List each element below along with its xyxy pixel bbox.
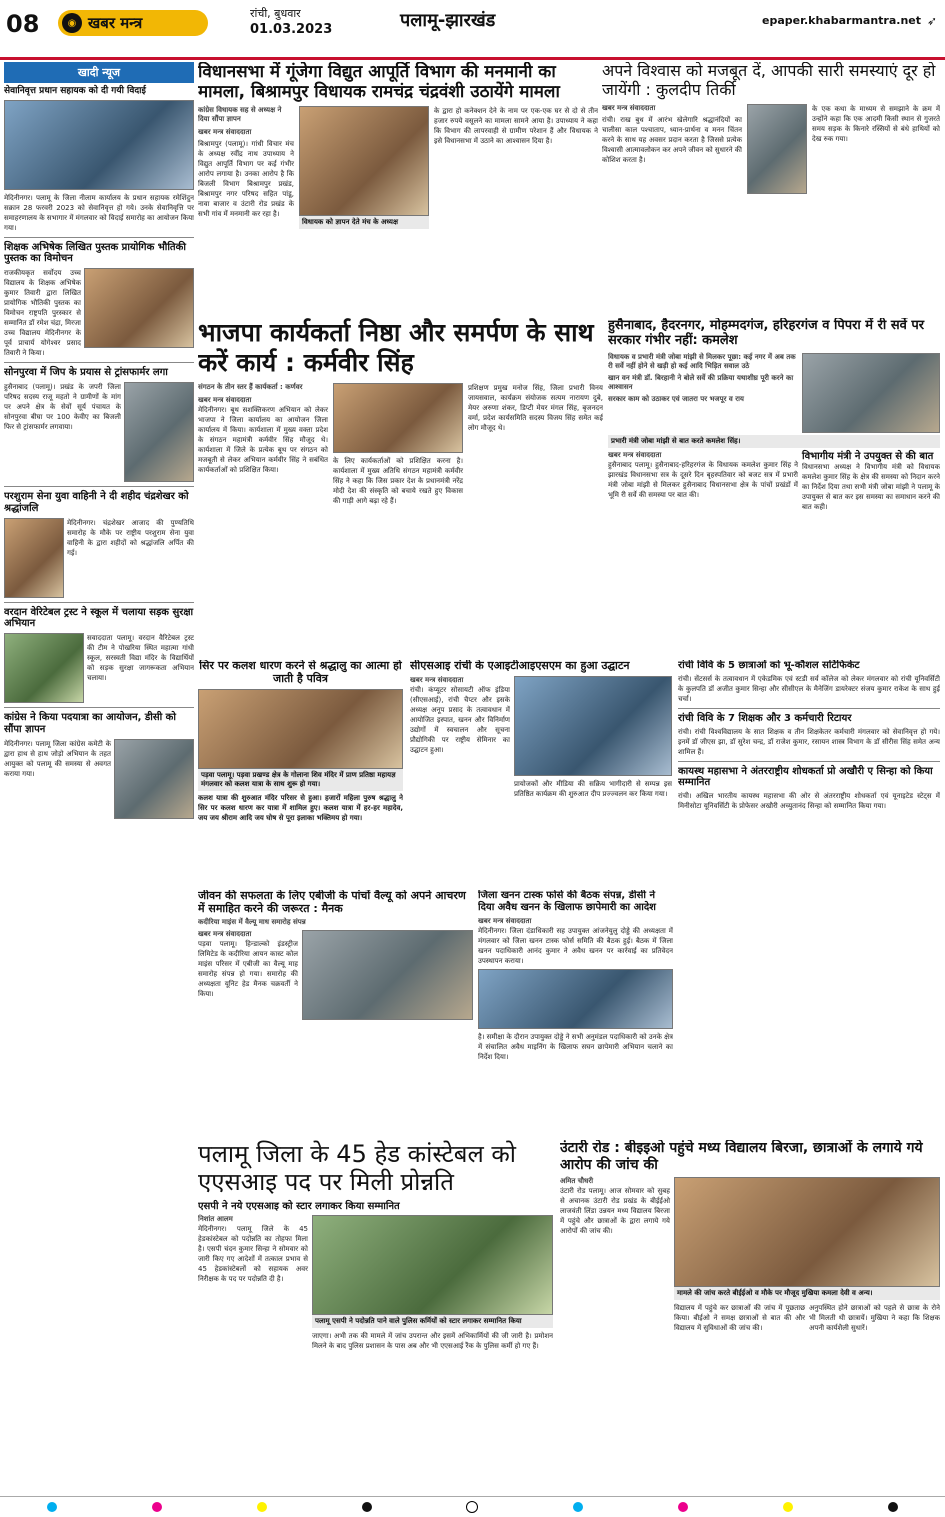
brief-6-body: मेदिनीनगर। पलामू जिला कांग्रेस कमेटी के द्वारा हाथ से हाथ जोड़ो अभियान के तहत आयुक्त को पलामू की समस्या से अवगत कराया गया। (4, 739, 111, 778)
constable-kicker: एसपी ने नये एएसआइ को स्टार लगाकर किया सम्मानित (198, 1200, 400, 1212)
cyan-print-mark-icon (573, 1502, 583, 1512)
kalash-caption: पड़वा पलामू। पड़वा प्रखण्ड क्षेत्र के गोलाना शिव मंदिर में प्राण प्रतिष्ठा महायज्ञ मंगलवार को कलश यात्रा के साथ शुरू हो गया। (198, 769, 403, 791)
karmveer-headline[interactable]: भाजपा कार्यकर्ता निष्ठा और समर्पण के साथ करें कार्य : कर्मवीर सिंह (198, 318, 594, 377)
untari-body: उंटारी रोड पलामू। आज सोमवार को सुबह से अचानक उंटारी रोड प्रखंड के बीईईओ लाजवंती लिंडा उन्नयन मध्य विद्यालय बिरजा में पहुंचे और छात्राओं के द्वारा लगाये गये आरोपों की जांच की। (560, 1187, 670, 1236)
retire-headline[interactable]: रांची विवि के 7 शिक्षक और 3 कर्मचारी रिटायर (678, 712, 852, 724)
brief-5-photo (4, 633, 84, 703)
hussainabad-sub-body: विधानसभा अध्यक्ष ने विभागीय मंत्री को विधायक कमलेश कुमार सिंह के क्षेत्र की समस्या को निदान करने का निर्देश दिया तथा सभी मंत्री जोबा मांझी ने पलामू के उपायुक्त से बात कर इस समस्या का समाधान करने की बात कही। (802, 463, 940, 512)
kalash-photo (198, 689, 403, 769)
brief-4-title[interactable]: परशुराम सेना युवा वाहिनी ने दी शहीद चंद्रशेखर को श्रद्धांजलि (4, 491, 189, 514)
karmveer-byline: खबर मन्त्र संवाददाता (198, 396, 252, 404)
hussainabad-body: हुसैनाबाद पलामू। हुसैनाबाद-हरिहरगंज के विधायक कमलेश कुमार सिंह ने झारखंड विधानसभा सत्र के दूसरे दिन बृहस्पतिवार को बजट सत्र में प्रभारी मंत्री जोबा मांझी से मिलकर हुसैनाबाद विधानसभा क्षेत्र के पांचों प्रखंडों में भूमि री सर्वे की समस्या पर बात की। (608, 460, 798, 499)
karmveer-story (198, 318, 603, 658)
kalash-headline[interactable]: सिर पर कलश धारण करने से श्रद्धालु का आत्मा हो जाती है पवित्र (199, 660, 402, 685)
constable-body: मेदिनीनगर। पलामू जिले के 45 हेडकांस्टेबल को पदोन्नति का तोहफा मिला है। एसपी चंदन कुमार सिन्हा ने सोमवार को जारी किए गए आदेशों में तत्काल प्रभाव से 45 हेडकांस्टेबलों को सहायक अवर निरीक्षक के पद पर पदोन्नति दी है। (198, 1225, 308, 1284)
retire-body: रांची। रांची विश्वविद्यालय के सात शिक्षक व तीन शिक्षकेतर कर्मचारी मंगलवार को सेवानिवृत्त हो गये। इनमें डॉ जीएस झा, डॉ सुरेश चन्द्र, डॉ राजेश कुमार, रसायन शास्त्र विभाग के डॉ सीरीस सिंह समेत अन्य शामिल हैं। (678, 727, 940, 756)
csi-photo (514, 676, 672, 776)
constable-photo-caption: पलामू एसपी ने पदोन्नति पाने वाले पुलिस कर्मियों को स्टार लगाकर सम्मानित किया (312, 1315, 553, 1328)
brief-5-title[interactable]: वरदान वेरिटेबल ट्रस्ट ने स्कूल में चलाया सड़क सुरक्षा अभियान (4, 606, 194, 630)
briefs-band: खादी न्यूज (4, 62, 194, 83)
kalash-story (198, 660, 403, 885)
magenta-print-mark-icon (152, 1502, 162, 1512)
csi-body: रांची। कंप्यूटर सोसायटी ऑफ इंडिया (सीएसआई), रांची चैप्टर और इसके अध्यक्ष अनूप प्रसाद के तत्वावधान में आयोजित इस्पात, खनन और विनिर्माण उद्योगों में स्वचालन और सूचना प्रौद्योगिकी पर राष्ट्रीय सेमिनार का उद्घाटन हुआ। (410, 685, 510, 754)
lead-photo (299, 106, 429, 216)
mining-body: मेदिनीनगर। जिला दंडाधिकारी सह उपायुक्त आंजनेयुलु दोड्डे की अध्यक्षता में मंगलवार को जिला खनन टास्क फोर्स समिति की बैठक हुई। बैठक में जिला खनन पदाधिकारी आनंद कुमार ने अवैध खनन पर कार्रवाई का प्रतिवेदन उपस्थापन कराया। (478, 926, 673, 965)
briefs-column (4, 62, 194, 1492)
untari-headline[interactable]: उंटारी रोड : बीइइओ पहुंचे मध्य विद्यालय बिरजा, छात्राओं के लगाये गये आरोप की जांच की (560, 1140, 923, 1173)
mining-story (478, 890, 673, 1130)
hussainabad-headline[interactable]: हुसैनाबाद, हैदरनगर, मोहम्मदगंज, हरिहरगंज व पिपरा में री सर्वे पर सरकार गंभीर नहीं: कमलेश (608, 318, 925, 349)
page-number: 08 (6, 10, 40, 38)
ranchi-univ-stories (678, 660, 940, 1120)
hussainabad-kicker-2: खान वन मंत्री डॉ. बिरहानी ने बोले सर्वे की प्रक्रिया यथाशीघ्र पूरी करने का आश्वासन (608, 373, 794, 391)
hussainabad-kicker-1: विधायक व प्रभारी मंत्री जोबा मांझी से मिलकर पूछा: कई नगर में अब तक री सर्वे नहीं होने से खड़ी हो कई आदि भिड़ित सवाल उठे (608, 352, 796, 370)
abg-story (198, 890, 473, 1130)
divider (4, 602, 194, 603)
untari-body-3: अनुपस्थित होने छात्राओं को पहले से छात्रा के रोने भी मिलती थी छात्रायें। मुखिया ने कहा कि शिक्षक अपनी कार्यशैली सुधारें। (809, 1304, 940, 1333)
side-body: रांची। राख बुध में आरंभ खेलेगारि श्रद्धानंदियों का चालीसा काल पश्चाताप, ध्यान-प्रार्थना व मनन चिंतन करने के साथ यह अवसर प्रदान करता है जिससे प्रत्येक विश्वासी आत्मावलोकन कर अपने जीवन को सुधारने की कोशिश करता है। (602, 115, 742, 164)
mining-photo (478, 969, 673, 1029)
mining-body-2: है। समीक्षा के दौरान उपायुक्त दोड्डे ने सभी अनुमंडल पदाधिकारी को उनके क्षेत्र में संचालित अवैध माइनिंग के खिलाफ सघन छापेमारी अभियान चलाने का निर्देश दिया। (478, 1032, 673, 1061)
karmveer-photo (333, 383, 463, 453)
untari-body-2: विद्यालय में पहुंचे कर छात्राओं की जांच में पूछताछ किया। बीईओ ने समक्ष छात्राओं से बात की और विद्यालय में सुविधाओं की जांच की। (674, 1304, 805, 1333)
cyan-print-mark-icon (47, 1502, 57, 1512)
brief-2-photo (84, 268, 194, 348)
brief-6-title[interactable]: कांग्रेस ने किया पदयात्रा का आयोजन, डीसी को सौंपा ज्ञापन (4, 712, 176, 735)
lead-headline[interactable]: विधानसभा में गूंजेगा विद्युत आपूर्ति विभाग की मनमानी का मामला, बिश्रामपुर विधायक रामचंद्र चंद्रवंशी उठायेंगे मामला (198, 62, 560, 103)
abg-photo (302, 930, 473, 1020)
brief-1-title[interactable]: सेवानिवृत्त प्रधान सहायक को दी गयी विदाई (4, 86, 146, 96)
brief-2-title[interactable]: शिक्षक अभिषेक लिखित पुस्तक प्रायोगिक भौतिकी पुस्तक का विमोचन (4, 241, 186, 265)
constable-photo (312, 1215, 553, 1315)
black-print-mark-icon (888, 1502, 898, 1512)
hussainabad-byline: खबर मन्त्र संवाददाता (608, 450, 662, 459)
lead-photo-caption: विधायक को ज्ञापन देते मंच के अध्यक्ष (299, 216, 429, 229)
section-title: पलामू-झारखंड (400, 10, 496, 31)
divider (678, 708, 940, 709)
side-body-2: के एक कथा के माध्यम से समझाने के क्रम में उन्होंने कहा कि एक आदमी किसी स्थान से गुजरते समय सड़क के किनारे रस्सियों से बंधे हाथियों को देख रुक गया। (812, 104, 940, 143)
cursor-icon: ➶ (926, 14, 937, 28)
karmveer-body: मेदिनीनगर। बूथ सशक्तिकरण अभियान को लेकर भाजपा ने जिला कार्यालय का आयोजन जिला कार्यालय में किया। कार्यशाला में मुख्य वक्ता प्रदेश के संगठन महामंत्री कर्मवीर सिंह मौजूद थे। कार्यशाला में जिले के प्रत्येक बूथ पर संगठन को मजबूती से लेकर अभियान कर्मवीर सिंह ने सबंधित कार्यकर्ताओं को प्रशिक्षित किया। (198, 406, 328, 474)
lead-kicker: कांग्रेस विधायक सह से अध्यक्ष ने दिया सौंपा ज्ञापन (198, 106, 282, 124)
mining-byline: खबर मन्त्र संवाददाता (478, 916, 532, 925)
divider (4, 237, 194, 238)
divider (4, 362, 194, 363)
magenta-print-mark-icon (678, 1502, 688, 1512)
yellow-print-mark-icon (783, 1502, 793, 1512)
untari-byline: अमित चौधरी (560, 1177, 594, 1186)
divider (4, 707, 194, 708)
brief-5-body: सवाददाता पलामू। वरदान वैरिटेबल ट्रस्ट की टीम ने पोखरिया स्थित महात्मा गांधी स्कूल, सरस्वती विद्या मंदिर के विद्यार्थियों को सड़क सुरक्षा जागरूकता अभियान चलाया। (87, 634, 194, 683)
side-portrait-photo (747, 104, 807, 194)
side-byline: खबर मन्त्र संवाददाता (602, 103, 656, 112)
constable-headline[interactable]: पलामू जिला के 45 हेड कांस्टेबल को एएसआइ पद पर मिली प्रोन्नति (198, 1140, 517, 1197)
untari-photo (674, 1177, 940, 1287)
karmveer-body-2: के लिए कार्यकर्ताओं को प्रशिक्षित करना है। कार्यशाला में मुख्य अतिथि संगठन महामंत्री कर्मवीर सिंह ने कहा कि जिस प्रकार देश के प्रधानमंत्री नरेंद्र मोदी देश की संस्कृति को बचाये रखते हुए विकास की गाड़ी आगे बढ़ा रहे हैं। (333, 457, 463, 505)
brief-1-photo (4, 100, 194, 190)
lead-body: बिश्रामपुर (पलामू)। गांधी विचार मंच के अध्यक्ष रवींद्र नाथ उपाध्याय ने विद्युत आपूर्ति विभाग पर कई गंभीर आरोप लगाया है। उनका आरोप है कि बिजली विभाग बिश्रामपुर प्रखंड, बिश्रामपुर नगर परिषद सहित पांडू, नावा बाजार व उंटारी रोड प्रखंड के सभी गांव में मनमानी कर रहा है। (198, 140, 294, 219)
untari-story (560, 1140, 940, 1492)
karmveer-body-3: प्रशिक्षण प्रमुख मनोज सिंह, जिला प्रभारी विनय जायसवाल, कार्यक्रम संयोजक सत्यम नारायण दुबे, मेयर अरुणा शंकर, डिप्टी मेयर मंगल सिंह, बृजनदन वर्मा, प्रदेश कार्यसमिति सदस्य विजय सिंह समेत कई लोग मौजूद थे। (468, 384, 603, 432)
brief-3-photo (124, 382, 194, 482)
lead-byline: खबर मन्त्र संवाददाता (198, 128, 252, 137)
dateline (250, 6, 332, 38)
side-headline[interactable]: अपने विश्वास को मजबूत दें, आपकी सारी समस्याएं दूर हो जायेंगी : कुलदीप तिर्की (602, 62, 936, 99)
divider (4, 486, 194, 487)
constable-byline: निशांत आलम (198, 1215, 233, 1224)
abg-headline[interactable]: जीवन की सफलता के लिए एबीजी के पांचों वैल्यू को अपने आचरण में समाहित करने की जरूरत : मैनक (198, 890, 466, 915)
hussainabad-photo (802, 353, 940, 433)
kayastha-body: रांची। अखिल भारतीय कायस्थ महासभा की ओर से अंतरराष्ट्रीय शोधकर्ता एवं यूनाइटेड स्टेट्स में मिनीसोटा यूनिवर्सिटी के प्रोफेसर अखौरी अच्युतानंद सिन्हा को सम्मानित किया गया। (678, 792, 940, 811)
kalash-body: कलश यात्रा की शुरुआत मंदिर परिसर से हुआ। हजारों महिला पुरुष श्रद्धालु ने सिर पर कलश धारण कर यात्रा में शामिल हुए। कलश यात्रा में हर-हर महादेव, जय जय श्रीराम आदि जय घोष से पूरा इलाका भक्तिमय हो गया। (198, 793, 403, 822)
karmveer-kicker: संगठन के तीन स्तर हैं कार्यकर्ता : कर्णवर (198, 383, 303, 391)
registration-mark-icon (466, 1501, 478, 1513)
divider (678, 761, 940, 762)
brief-2-body: राजकीयकृत सर्वोदय उच्च विद्यालय के शिक्षक अभिषेक कुमार तिवारी द्वारा लिखित प्रायोगिक भौतिकी पुस्तक का विमोचन राष्ट्रपति पुरस्कार से सम्मानित डॉ रमेश चंद्रा, मिरजा उच्च विद्यालय मेदिनीनगर के पूर्व प्राचार्य योगेश्वर प्रसाद तिवारी ने किया। (4, 269, 81, 358)
lead-body-2: के द्वारा हो कनेक्शन देने के नाम पर एक-एक घर से दो से तीन हजार रुपये वसूलने का मामला सामने आया है। उपाध्याय ने कहा कि विभाग की लापरवाही से ग्रामीण परेशान हैं और विधायक ने इसे विधानसभा में उठाने का आश्वासन दिया है। (434, 107, 598, 146)
hussainabad-story (608, 318, 940, 658)
abg-body: पड़वा पलामू। हिन्डाल्को इंडस्ट्रीज लिमिटेड के कदीरिया आयन कास्ट कोल माइंस परिसर में एबीजी का वैल्यू माह समारोह संपन्न हो गया। समारोह की अध्यक्षता यूनिट हेड मैनक चक्रवर्ती ने किया। (198, 939, 298, 998)
hussainabad-photo-caption: प्रभारी मंत्री जोबा मांझी से बात करते कमलेश सिंह। (608, 435, 940, 448)
mining-headline[interactable]: जिला खनन टास्क फोर्स की बैठक संपन्न, डीसी ने दिया अवैध खनन के खिलाफ छापेमारी का आदेश (478, 890, 656, 913)
bhu-body: रांची। सेंटसर्स के तत्वावधान में एकेडमिक एवं स्टडी सर्व कॉलेज को लेकर मंगलवार को रांची यूनिवर्सिटी के कुलपति डॉ अजीत कुमार सिन्हा और सीसीएल के मैनेजिंग डायरेक्टर संजय कुमार राकेश के साथ हुई चर्चा। (678, 674, 940, 703)
logo-text: खबर मन्त्र (88, 14, 143, 32)
city-day: रांची, बुधवार (250, 7, 301, 20)
issue-date: 01.03.2023 (250, 22, 333, 37)
masthead (0, 0, 945, 60)
kayastha-headline[interactable]: कायस्थ महासभा ने अंतरराष्ट्रीय शोधकर्ता प्रो अखौरी ए सिन्हा को किया सम्मानित (678, 765, 933, 789)
brief-3-body: हुसैनाबाद (पलामू)। प्रखंड के जपरी जिला परिषद सदस्य राजू महतो ने ग्रामीणों के मांग पर अपने क्षेत्र के सेवों सूर्य पंचायत के सोनपुरवा बीघा पर 100 केवीए का बिजली फिर से ट्रांसफार्मर लगवाया। (4, 383, 121, 431)
brief-4-body: मेदिनीनगर। चंद्रशेखर आजाद की पुण्यतिथि समारोह के मौके पर राष्ट्रीय परशुराम सेना युवा वाहिनी के द्वारा शहीदों को श्रद्धांजलि अर्पित की गई। (67, 518, 194, 557)
newspaper-logo[interactable] (58, 10, 208, 36)
constable-story (198, 1140, 553, 1492)
brief-1-body: मेदिनीनगर। पलामू के जिला नीलाम कार्यालय के प्रधान सहायक रमेशिंदुन सक्रान 28 फरवरी 2023 को सेवानिवृत्त हो गये। उनके सेवानिवृत्ति पर समाहरणालय के सभागार में मंगलवार को विदाई समारोह का आयोजन किया गया। (4, 193, 194, 232)
side-story (602, 62, 940, 312)
brief-4-photo (4, 518, 64, 598)
bhu-headline[interactable]: रांची विवि के 5 छात्राओं को भू-कौशल सर्टिफिकेट (678, 660, 860, 671)
brief-3-title[interactable]: सोनपुरवा में जिप के प्रयास से ट्रांसफार्मर लगा (4, 367, 168, 379)
epaper-link[interactable]: epaper.khabarmantra.net (762, 14, 921, 27)
abg-byline: खबर मन्त्र संवाददाता (198, 929, 252, 938)
untari-photo-caption: मामले की जांच करते बीईईओ व मौके पर मौजूद मुखिया कमला देवी व अन्य। (674, 1287, 940, 1300)
abg-kicker: कदीरिया माइंस में वैल्यू माध समारोह संपन्न (198, 917, 306, 926)
yellow-print-mark-icon (257, 1502, 267, 1512)
black-print-mark-icon (362, 1502, 372, 1512)
print-marks-footer (0, 1496, 945, 1516)
brief-6-photo (114, 739, 194, 819)
hussainabad-kicker-3: सरकार काम को उठाकर एवं जातरा पर भजपूर व राय (608, 394, 744, 403)
csi-body-2: प्रायोजकों और मीडिया की सक्रिय भागीदारी से सम्पन्न इस प्रतिष्ठित कार्यक्रम की शुरुआत दीप प्रज्ज्वलन कर किया गया। (514, 779, 672, 798)
lead-story (198, 62, 598, 312)
csi-story (410, 660, 672, 885)
csi-headline[interactable]: सीएसआइ रांची के एआइटीआइएसएम का हुआ उद्घाटन (410, 660, 630, 672)
logo-emblem-icon: ◉ (62, 13, 82, 33)
csi-byline: खबर मन्त्र संवाददाता (410, 675, 464, 684)
hussainabad-sub-headline[interactable]: विभागीय मंत्री ने उपयुक्त से की बात (802, 450, 934, 462)
constable-body-2: जाएगा। अभी तक की मामले में जांच उपरान्त और इसमें अभिकार्मियों की जी जारी है। प्रमोशन मिलने के बाद पुलिस प्रशासन के पास अब और भी एएसआई रैंक के पुलिस कर्मी हो गए हैं। (312, 1332, 553, 1351)
